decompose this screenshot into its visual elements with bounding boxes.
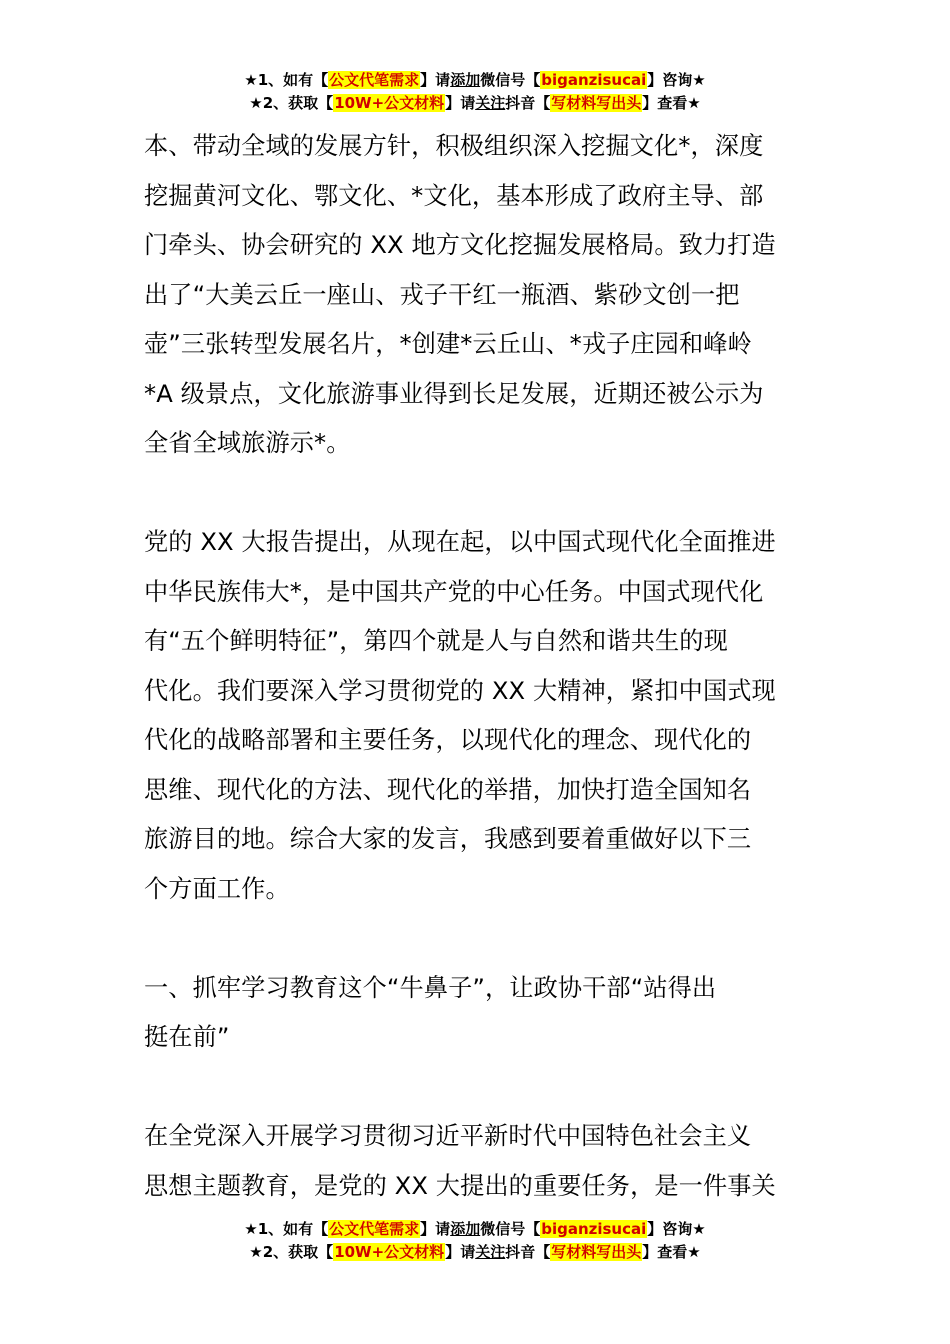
banner-underline-text: 关注 xyxy=(475,94,506,112)
banner-underline-text: 关注 xyxy=(475,1243,506,1261)
banner-text: 】咨询★ xyxy=(647,1220,706,1238)
text-line: 本、带动全域的发展方针，积极组织深入挖掘文化*，深度 xyxy=(144,132,764,160)
banner-highlight: 10W+公文材料 xyxy=(334,94,445,112)
banner-line-1 xyxy=(0,1218,950,1241)
banner-text: 】咨询★ xyxy=(647,71,706,89)
text-line: 在全党深入开展学习贯彻习近平新时代中国特色社会主义 xyxy=(144,1122,752,1150)
text-line: 个方面工作。 xyxy=(144,874,290,903)
banner-text: 】请 xyxy=(445,1243,476,1261)
banner-text: ★1、如有【 xyxy=(244,71,329,89)
banner-text: ★1、如有【 xyxy=(244,1220,329,1238)
banner-text: ★2、获取【 xyxy=(249,94,334,112)
footer-banner xyxy=(0,1218,950,1264)
banner-highlight: 10W+公文材料 xyxy=(334,1243,445,1261)
document-body xyxy=(144,122,808,1211)
paragraph-2 xyxy=(144,518,808,914)
banner-highlight: 写材料写出头 xyxy=(551,1243,642,1261)
banner-text: 】请 xyxy=(445,94,476,112)
text-line: 思维、现代化的方法、现代化的举措，加快打造全国知名 xyxy=(144,775,752,804)
banner-underline-text: 添加 xyxy=(450,1220,481,1238)
text-line: 门牵头、协会研究的 XX 地方文化挖掘发展格局。致力打造 xyxy=(144,231,776,259)
text-line: 有“五个鲜明特征”，第四个就是人与自然和谐共生的现 xyxy=(144,627,728,655)
banner-underline-text: 添加 xyxy=(450,71,481,89)
text-line: 全省全域旅游示*。 xyxy=(144,429,351,457)
section-heading-1 xyxy=(144,964,808,1063)
banner-text: ★2、获取【 xyxy=(249,1243,334,1261)
paragraph-3 xyxy=(144,1112,808,1211)
text-line: 挖掘黄河文化、鄂文化、*文化，基本形成了政府主导、部 xyxy=(144,181,764,210)
banner-highlight: 公文代笔需求 xyxy=(329,1220,420,1238)
banner-text: 抖音【 xyxy=(505,1243,551,1261)
banner-highlight: biganzisucai xyxy=(541,71,647,89)
paragraph-gap xyxy=(144,1063,808,1113)
paragraph-gap xyxy=(144,469,808,519)
text-line: *A 级景点，文化旅游事业得到长足发展，近期还被公示为 xyxy=(144,379,764,408)
text-line: 党的 XX 大报告提出，从现在起，以中国式现代化全面推进 xyxy=(144,528,776,556)
paragraph-gap xyxy=(144,914,808,964)
banner-line-1 xyxy=(0,69,950,92)
text-line: 代化的战略部署和主要任务，以现代化的理念、现代化的 xyxy=(144,726,752,754)
banner-highlight: biganzisucai xyxy=(541,1220,647,1238)
banner-text: 抖音【 xyxy=(505,94,551,112)
banner-highlight: 写材料写出头 xyxy=(551,94,642,112)
text-line: 旅游目的地。综合大家的发言，我感到要着重做好以下三 xyxy=(144,825,752,853)
banner-text: 微信号【 xyxy=(480,1220,541,1238)
text-line: 出了“大美云丘一座山、戎子干红一瓶酒、紫砂文创一把 xyxy=(144,280,740,309)
heading-line: 挺在前” xyxy=(144,1023,230,1051)
banner-text: 】查看★ xyxy=(642,1243,701,1261)
text-line: 壶”三张转型发展名片，*创建*云丘山、*戎子庄园和峰岭 xyxy=(144,330,752,358)
banner-text: 微信号【 xyxy=(480,71,541,89)
text-line: 中华民族伟大*，是中国共产党的中心任务。中国式现代化 xyxy=(144,577,764,606)
banner-text: 】请 xyxy=(420,1220,451,1238)
text-line: 思想主题教育，是党的 XX 大提出的重要任务，是一件事关 xyxy=(144,1171,776,1200)
banner-text: 】查看★ xyxy=(642,94,701,112)
banner-line-2 xyxy=(0,1241,950,1264)
banner-line-2 xyxy=(0,92,950,115)
banner-highlight: 公文代笔需求 xyxy=(329,71,420,89)
banner-text: 】请 xyxy=(420,71,451,89)
paragraph-1 xyxy=(144,122,808,469)
header-banner xyxy=(0,69,950,115)
text-line: 代化。我们要深入学习贯彻党的 XX 大精神，紧扣中国式现 xyxy=(144,676,776,705)
heading-line: 一、抓牢学习教育这个“牛鼻子”，让政协干部“站得出 xyxy=(144,973,717,1002)
